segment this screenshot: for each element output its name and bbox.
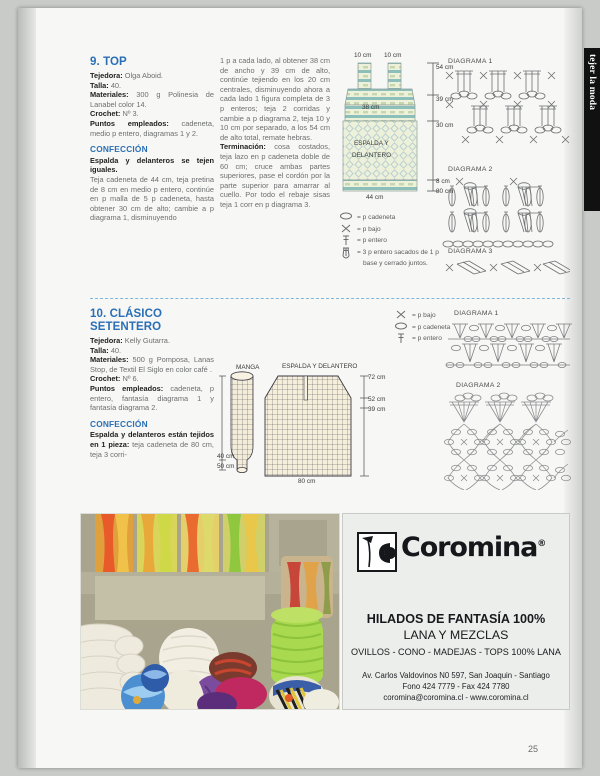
section-divider	[90, 298, 570, 299]
pattern10-schematic	[218, 360, 393, 490]
pattern10-body-lead: Espalda y delanteros están tejidos en 1 pieza:	[90, 430, 214, 449]
field-label: Crochet:	[90, 374, 121, 384]
pattern9-diagram1	[444, 68, 570, 148]
piece-label-line1: ESPALDA Y	[354, 140, 389, 147]
height-dim-80: 80 cm	[436, 188, 454, 195]
page-content	[36, 8, 597, 768]
field-value: Nº 3.	[120, 109, 139, 119]
pattern9-title: 9. TOP	[90, 56, 127, 68]
field-label: Puntos empleados:	[90, 118, 169, 128]
legend-text: = p entero	[357, 237, 387, 245]
height-dim-8: 8 cm	[436, 178, 450, 185]
bar-icon	[394, 333, 408, 344]
pattern9-finish-label: Terminación:	[220, 142, 266, 152]
pattern9-diagram3	[444, 258, 570, 284]
field-label: Puntos empleados:	[90, 383, 164, 393]
field-label: Materiales:	[90, 355, 129, 365]
body-dim-52: 52 cm	[368, 396, 386, 403]
pattern9-body-lead: Espalda y delanteros se tejen iguales.	[90, 155, 214, 175]
pattern10-title-line1: 10. CLÁSICO	[90, 308, 163, 320]
piece-label-line2: DELANTERO	[352, 152, 392, 159]
body-dim-72: 72 cm	[368, 374, 386, 381]
pattern9-body-col1: Teja cadeneta de 44 cm, teja pretina de 8 cm en medio p entero, continúe en p malla de 5 p cadeneta, hasta obtener 30 cm de alto; cambie a p diagrama 1, disminuyendo	[90, 174, 214, 223]
oval-icon	[394, 322, 408, 330]
legend-text: = p cadeneta	[357, 214, 396, 221]
magazine-page	[18, 8, 597, 768]
cross-icon	[394, 310, 408, 319]
advert-contact	[343, 670, 569, 703]
pattern10-section-heading: CONFECCIÓN	[90, 418, 148, 429]
legend-text: = p bajo	[357, 225, 381, 233]
pattern9-column2	[220, 56, 330, 210]
field-value: 300 g Polinesia de Lanabel color 14.	[90, 90, 214, 109]
cluster-icon	[339, 247, 353, 261]
sleeve-dim-50: 50 cm	[217, 463, 235, 470]
height-dim-30: 30 cm	[436, 122, 454, 129]
legend-text: = 3 p entero sacados de 1 p	[357, 248, 439, 256]
field-label: Talla:	[90, 345, 109, 355]
body-width-dim: 80 cm	[298, 478, 316, 485]
field-value: 40.	[108, 80, 122, 90]
field-label: Crochet:	[90, 109, 121, 119]
field-value: Kelly Gutarra.	[122, 336, 170, 345]
sleeve-dim-40: 40 cm	[217, 453, 235, 460]
coromina-logo-mark	[357, 532, 397, 572]
sleeve-label: MANGA	[236, 364, 260, 371]
advert-line3: OVILLOS - CONO - MADEJAS - TOPS 100% LANA	[351, 647, 561, 657]
legend-text: = p cadeneta	[412, 323, 451, 331]
legend-text: base y cerrado juntos.	[363, 260, 428, 268]
height-dim-39: 39 cm	[436, 96, 454, 103]
pattern10-diagram2	[444, 392, 572, 490]
field-value: 500 g Pomposa, Lanas Stop, de Textil El Siglo en color café .	[90, 355, 214, 374]
advert-line1: HILADOS DE FANTASÍA 100%	[366, 612, 546, 626]
pattern9-section-heading: CONFECCIÓN	[90, 144, 148, 155]
field-value: Nº 6.	[120, 374, 139, 384]
bottom-width-dim: 44 cm	[366, 194, 384, 201]
field-label: Materiales:	[90, 90, 129, 100]
pattern10-diagram1-title: DIAGRAMA 1	[454, 310, 499, 317]
bar-icon	[339, 235, 353, 246]
field-label: Talla:	[90, 80, 109, 90]
pattern10-diagram2-title: DIAGRAMA 2	[456, 382, 501, 389]
section-tab	[584, 48, 600, 211]
field-label: Tejedora:	[90, 336, 123, 345]
legend-text: = p entero	[412, 335, 442, 343]
pattern10-body-text: teja cadeneta de 80 cm, teja 3 corri-	[90, 439, 214, 459]
cross-icon	[339, 224, 353, 233]
pattern9-schematic	[336, 52, 456, 212]
coromina-brand-name	[401, 532, 546, 563]
pattern9-diagram1-title: DIAGRAMA 1	[448, 58, 493, 65]
brand-text: Coromina	[401, 532, 538, 563]
pattern9-column1	[90, 56, 214, 223]
pattern9-diagram2	[442, 176, 572, 250]
legend-text: = p bajo	[412, 312, 436, 319]
height-dim-54: 54 cm	[436, 64, 454, 71]
pattern9-body-col2: 1 p a cada lado, al obtener 38 cm de ancho y 39 cm de alto, continúe tejiendo en los 20 cm centrales, disminuyendo ahora a cada lado 1 figura completa de 3 p enteros; teja 2 corridas y cambie a p diagrama 2, teja 10 y 10 cm por separado, a los 54 cm de alto total, remate hebras.	[220, 56, 330, 142]
logo-glyph-icon	[359, 534, 395, 570]
field-value: cadeneta, medio p entero, diagramas 1 y 2.	[90, 118, 214, 138]
advert-web[interactable]: coromina@coromina.cl - www.coromina.cl	[383, 693, 529, 702]
strap-left-dim: 10 cm	[354, 52, 372, 59]
pattern10-diagram1	[444, 320, 572, 376]
pattern10-schematic-svg	[218, 360, 393, 484]
page-number: 25	[527, 744, 538, 754]
pattern9-finish-text: cosa costados, teja lazo en p cadeneta doble de 60 cm; cruce ambas partes superiores, pase el cordón por la parte superior para amarrar al cuello. Por todo el rebaje sisas teja 1 corr en p diagrama 3.	[220, 142, 330, 209]
yarn-photo	[80, 513, 340, 710]
field-label: Tejedora:	[90, 71, 123, 80]
chest-dim: 38 cm	[362, 104, 380, 111]
pattern9-diagram2-title: DIAGRAMA 2	[448, 166, 493, 173]
field-value: Olga Aboid.	[122, 71, 163, 80]
page-spine	[18, 8, 36, 768]
coromina-advert	[342, 513, 570, 710]
pattern10-column1	[90, 308, 214, 459]
advert-phone: Fono 424 7779 - Fax 424 7780	[402, 682, 510, 691]
pattern9-diagram3-title: DIAGRAMA 3	[448, 248, 493, 255]
yarn-photo-svg	[81, 514, 339, 709]
field-value: cadeneta, p entero, fantasía diagrama 1 y fantasía diagrama 2.	[90, 383, 214, 413]
body-label: ESPALDA Y DELANTERO	[282, 363, 358, 370]
oval-icon	[339, 212, 353, 220]
advert-line2: LANA Y MEZCLAS	[403, 628, 509, 642]
registered-mark: ®	[537, 539, 547, 549]
pattern10-title-line2: SETENTERO	[90, 321, 162, 333]
strap-right-dim: 10 cm	[384, 52, 402, 59]
advert-address: Av. Carlos Valdovinos N0 597, San Joaquin - Santiago	[362, 671, 550, 680]
field-value: 40.	[108, 345, 122, 355]
body-dim-39: 39 cm	[368, 406, 386, 413]
section-tab-label: tejer la moda	[587, 54, 597, 111]
